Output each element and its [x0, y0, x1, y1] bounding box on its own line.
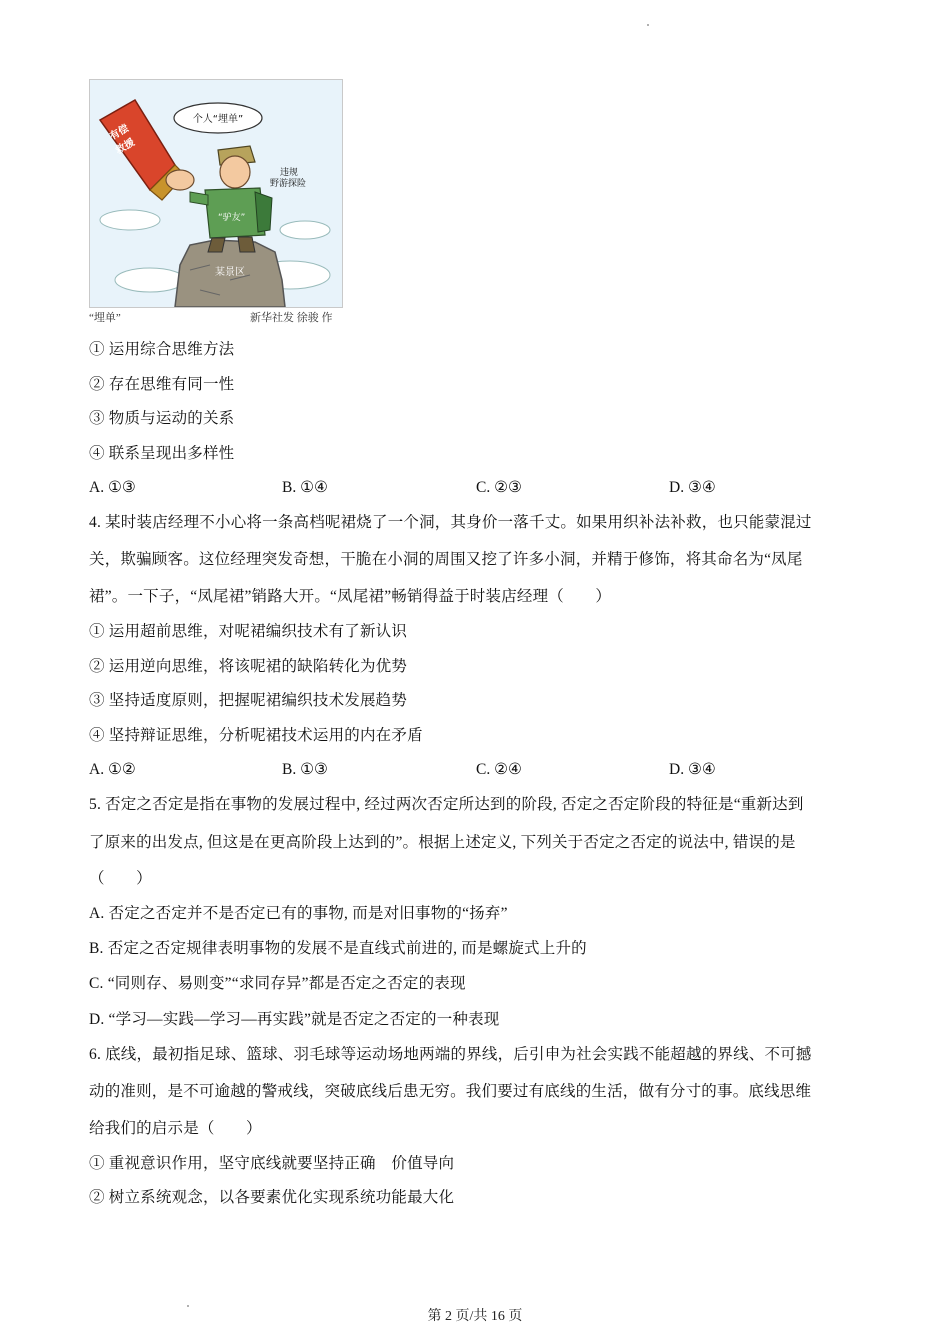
violation-label-2: 野游探险 — [270, 179, 307, 189]
q4-item-2: ② 运用逆向思维，将该呢裙的缺陷转化为优势 — [89, 658, 408, 675]
q4-option-b: B. ①③ — [282, 761, 328, 778]
bubble-text: 个人“埋单” — [192, 114, 244, 125]
q6-stem-line-2: 动的准则，是不可逾越的警戒线，突破底线后患无穷。我们要过有底线的生活，做有分寸的事。底线思维 — [89, 1083, 812, 1100]
q3-item-2: ② 存在思维有同一性 — [89, 376, 235, 393]
q5-stem-line-3: （ ） — [89, 870, 152, 887]
q6-stem-line-1: 6. 底线，最初指足球、篮球、羽毛球等运动场地两端的界线，后引申为社会实践不能超越的界线、不可撼 — [89, 1046, 812, 1063]
q4-stem-line-3: 裙”。一下子，“凤尾裙”销路大开。“凤尾裙”畅销得益于时装店经理（ ） — [89, 588, 612, 605]
q3-item-4: ④ 联系呈现出多样性 — [89, 445, 235, 462]
rock-label: 某景区 — [215, 267, 245, 278]
scan-dot — [647, 24, 649, 26]
bottle-label-2: 救援 — [114, 137, 137, 157]
cartoon-caption-title: “埋单” — [89, 312, 121, 324]
page-number: 第 2 页/共 16 页 — [427, 1309, 523, 1324]
q4-item-4: ④ 坚持辩证思维，分析呢裙技术运用的内在矛盾 — [89, 727, 423, 744]
q6-stem-line-3: 给我们的启示是（ ） — [89, 1120, 262, 1137]
bottle-label-1: 有偿 — [108, 123, 131, 143]
q5-stem-line-1: 5. 否定之否定是指在事物的发展过程中, 经过两次否定所达到的阶段, 否定之否定阶段的特征是“重新达到 — [89, 796, 804, 813]
hand-shape — [166, 170, 194, 190]
q4-stem-line-1: 4. 某时装店经理不小心将一条高档呢裙烧了一个洞，其身价一落千丈。如果用织补法补救，也只能蒙混过 — [89, 514, 812, 531]
q4-option-c: C. ②④ — [476, 761, 522, 778]
q3-option-a: A. ①③ — [89, 479, 136, 496]
q6-item-2: ② 树立系统观念，以各要素优化实现系统功能最大化 — [89, 1189, 455, 1206]
q5-option-a: A. 否定之否定并不是否定已有的事物, 而是对旧事物的“扬弃” — [89, 905, 508, 922]
q6-item-1: ① 重视意识作用，坚守底线就要坚持正确 价值导向 — [89, 1155, 455, 1172]
q4-option-a: A. ①② — [89, 761, 136, 778]
q3-option-c: C. ②③ — [476, 479, 522, 496]
q4-item-3: ③ 坚持适度原则，把握呢裙编织技术发展趋势 — [89, 692, 408, 709]
q5-option-b: B. 否定之否定规律表明事物的发展不是直线式前进的, 而是螺旋式上升的 — [89, 940, 587, 957]
violation-label-1: 违规 — [280, 168, 299, 178]
q5-stem-line-2: 了原来的出发点, 但这是在更高阶段上达到的”。根据上述定义, 下列关于否定之否定的说法中, 错误的是 — [89, 834, 796, 851]
q3-item-1: ① 运用综合思维方法 — [89, 341, 235, 358]
q4-item-1: ① 运用超前思维，对呢裙编织技术有了新认识 — [89, 623, 408, 640]
q4-stem-line-2: 关，欺骗顾客。这位经理突发奇想，干脆在小洞的周围又挖了许多小洞，并精于修饰，将其命名为“凤尾 — [89, 551, 803, 568]
q5-option-c: C. “同则存、易则变”“求同存异”都是否定之否定的表现 — [89, 975, 466, 992]
q5-option-d: D. “学习—实践—学习—再实践”就是否定之否定的一种表现 — [89, 1011, 500, 1028]
cartoon-image — [89, 79, 343, 308]
q3-option-d: D. ③④ — [669, 479, 716, 496]
q4-option-d: D. ③④ — [669, 761, 716, 778]
shirt-label: “驴友” — [218, 213, 246, 223]
cartoon-drawing — [90, 80, 342, 307]
q3-option-b: B. ①④ — [282, 479, 328, 496]
q3-item-3: ③ 物质与运动的关系 — [89, 410, 235, 427]
cartoon-caption-credit: 新华社发 徐骏 作 — [250, 312, 333, 324]
